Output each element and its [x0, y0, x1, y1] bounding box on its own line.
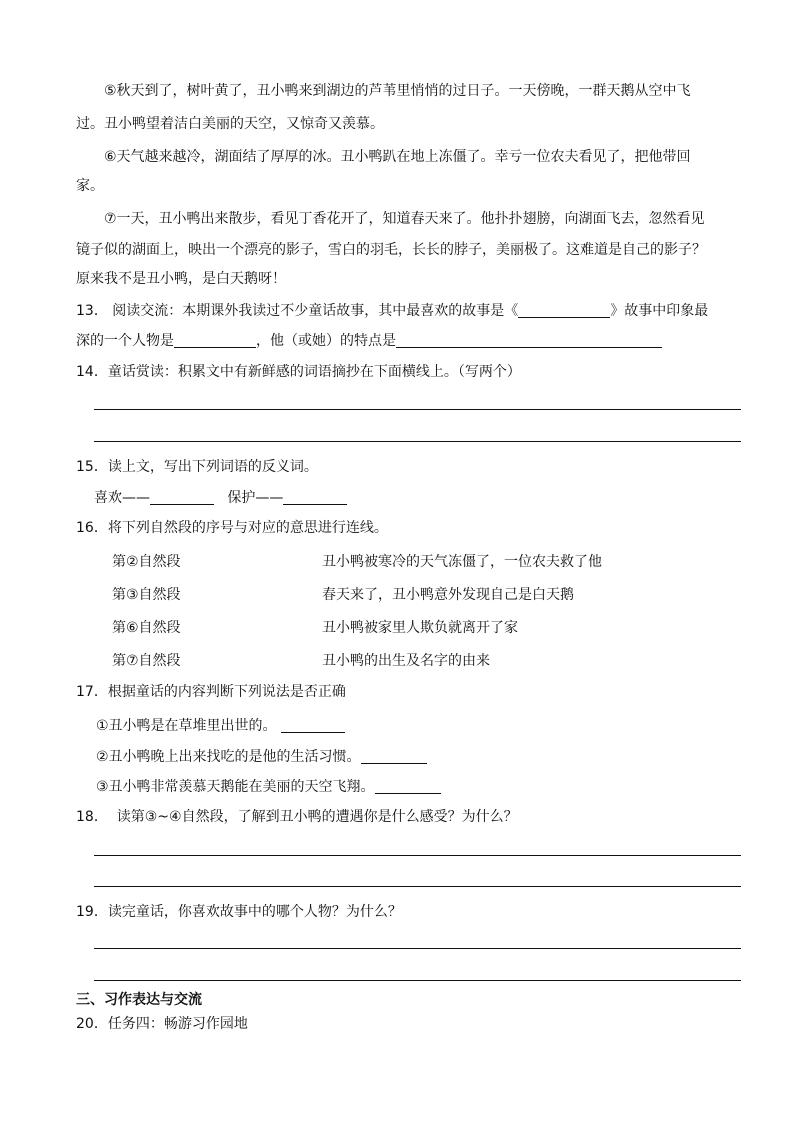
- paragraph-5-line-2: 过。丑小鸭望着洁白美丽的天空，又惊奇又羡慕。: [76, 116, 384, 132]
- paragraph-7-line-1: ⑦一天，丑小鸭出来散步，看见丁香花开了，知道春天来了。他扑扑翅膀，向湖面飞去，忽然看见: [104, 211, 705, 227]
- paragraph-7-line-3: 原来我不是丑小鸭，是白天鹅呀！: [76, 271, 286, 287]
- question-13-line-1: 13． 阅读交流：本期课外我读过不少童话故事，其中最喜欢的故事是《 》故事中印象最: [76, 303, 709, 319]
- section-heading: 三、习作表达与交流: [76, 992, 202, 1008]
- paragraph-5-line-1: ⑤秋天到了，树叶黄了，丑小鸭来到湖边的芦苇里悄悄的过日子。一天傍晚，一群天鹅从空中飞: [104, 83, 691, 99]
- paragraph-label-left[interactable]: 第⑦自然段: [112, 653, 181, 669]
- answer-line[interactable]: [94, 886, 741, 887]
- answer-line[interactable]: [94, 980, 741, 981]
- question-16-prompt: 16．将下列自然段的序号与对应的意思进行连线。: [76, 520, 388, 536]
- question-19-prompt: 19．读完童话，你喜欢故事中的哪个人物？为什么？: [76, 904, 402, 920]
- answer-line[interactable]: [94, 948, 741, 949]
- answer-line[interactable]: [94, 409, 741, 410]
- character-blank[interactable]: [174, 332, 256, 348]
- meaning-label-right[interactable]: 丑小鸭被寒冷的天气冻僵了，一位农夫救了他: [322, 554, 602, 570]
- meaning-label-right[interactable]: 丑小鸭的出生及名字的由来: [322, 653, 490, 669]
- question-20-prompt: 20．任务四：畅游习作园地: [76, 1016, 248, 1032]
- judgement-blank-3[interactable]: [375, 778, 441, 794]
- question-15-prompt: 15．读上文，写出下列词语的反义词。: [76, 459, 318, 475]
- question-14-prompt: 14．童话赏读：积累文中有新鲜感的词语摘抄在下面横线上。（写两个）: [76, 364, 521, 380]
- judgement-blank-2[interactable]: [361, 748, 427, 764]
- antonym-blank-1[interactable]: [150, 489, 214, 505]
- meaning-label-right[interactable]: 春天来了，丑小鸭意外发现自己是白天鹅: [322, 587, 574, 603]
- paragraph-label-left[interactable]: 第②自然段: [112, 554, 181, 570]
- paragraph-7-line-2: 镜子似的湖面上，映出一个漂亮的影子，雪白的羽毛，长长的脖子，美丽极了。这难道是自己的影子？: [76, 242, 706, 258]
- antonym-blank-2[interactable]: [283, 489, 347, 505]
- paragraph-6-line-2: 家。: [76, 178, 104, 194]
- judgement-blank-1[interactable]: [281, 717, 345, 733]
- paragraph-label-left[interactable]: 第⑥自然段: [112, 620, 181, 636]
- judgement-item: ①丑小鸭是在草堆里出世的。: [96, 715, 766, 737]
- answer-line[interactable]: [94, 441, 741, 442]
- answer-line[interactable]: [94, 855, 741, 856]
- judgement-item: ③丑小鸭非常羡慕天鹅能在美丽的天空飞翔。: [96, 776, 766, 798]
- question-17-prompt: 17．根据童话的内容判断下列说法是否正确: [76, 684, 346, 700]
- trait-blank[interactable]: [396, 332, 662, 348]
- antonym-row: 喜欢—— 保护——: [94, 487, 764, 509]
- judgement-item: ②丑小鸭晚上出来找吃的是他的生活习惯。: [96, 746, 766, 768]
- meaning-label-right[interactable]: 丑小鸭被家里人欺负就离开了家: [322, 620, 518, 636]
- question-13-line-2: 深的一个人物是 ，他（或她）的特点是: [76, 330, 746, 352]
- favorite-story-blank[interactable]: [518, 302, 610, 318]
- paragraph-label-left[interactable]: 第③自然段: [112, 587, 181, 603]
- question-18-prompt: 18． 读第③~④自然段，了解到丑小鸭的遭遇你是什么感受？为什么？: [76, 809, 518, 825]
- paragraph-6-line-1: ⑥天气越来越冷，湖面结了厚厚的冰。丑小鸭趴在地上冻僵了。幸亏一位农夫看见了，把他带回: [104, 149, 691, 165]
